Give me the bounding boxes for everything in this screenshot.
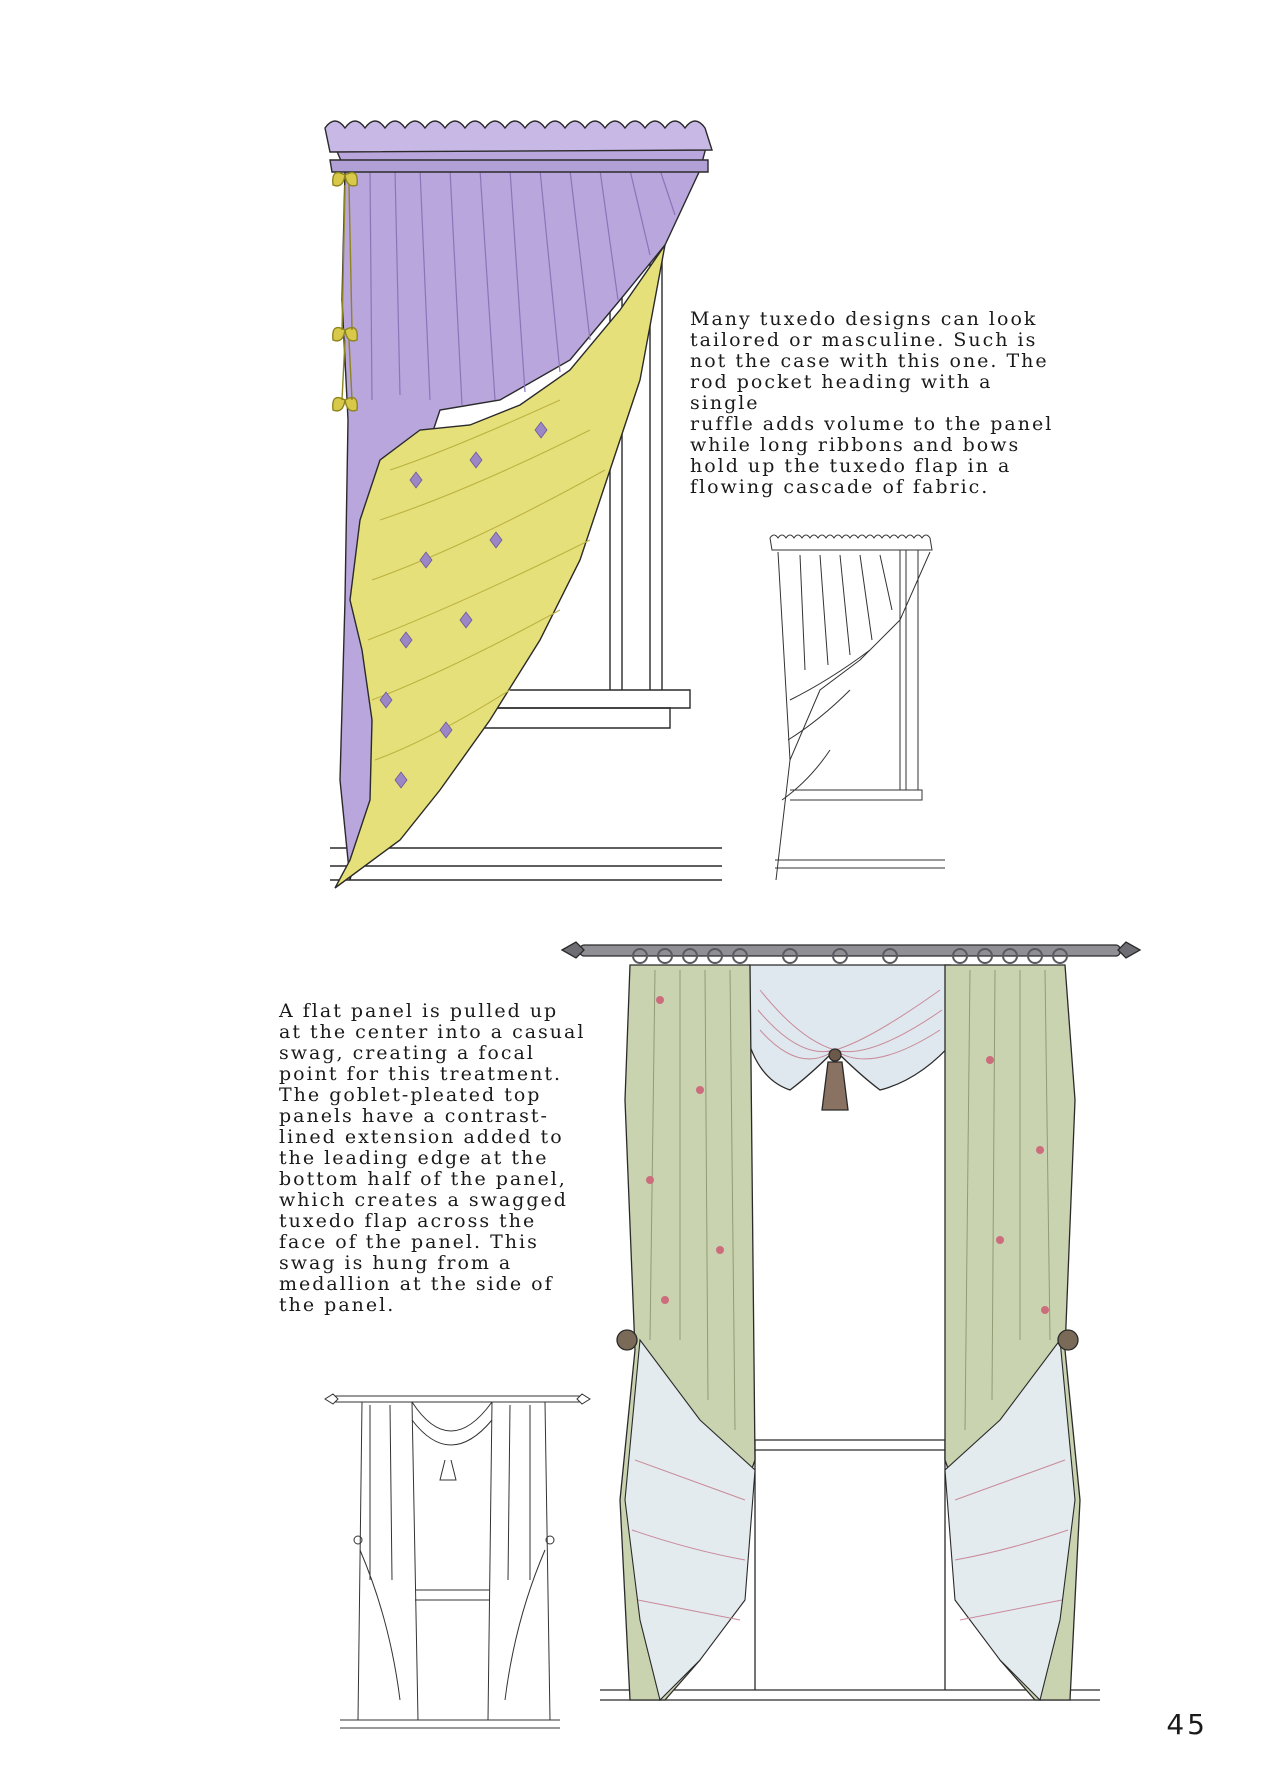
center-swag xyxy=(748,965,955,1090)
ruffle-heading xyxy=(325,121,712,152)
left-medallion xyxy=(617,1330,637,1350)
tuxedo-ruffle-sketch xyxy=(770,535,945,880)
caption-flat-panel-swag: A flat panel is pulled up at the center into a casual swag, creating a focal point for this treatment. The goblet-pleated top panels have a contrast- lined extension added to the leading edge at the bottom half of the panel, which creates a swagged tuxedo flap across the face of the panel. This swag is hung from a medallion at the side of the panel. xyxy=(279,1000,586,1316)
caption-tuxedo-ruffle: Many tuxedo designs can look tailored or masculine. Such is not the case with this one. The rod pocket heading with a single ruffle adds volume to the panel while long ribbons and bows hold up the tuxedo flap in a flowing cascade of fabric. xyxy=(690,308,1054,498)
flat-panel-swag-sketch xyxy=(325,1394,590,1728)
page-number: 45 xyxy=(1166,1708,1208,1741)
flat-panel-swag-illustration xyxy=(562,942,1140,1700)
right-medallion xyxy=(1058,1330,1078,1350)
tuxedo-ruffle-illustration xyxy=(325,121,722,888)
curtain-rod xyxy=(562,942,1140,963)
